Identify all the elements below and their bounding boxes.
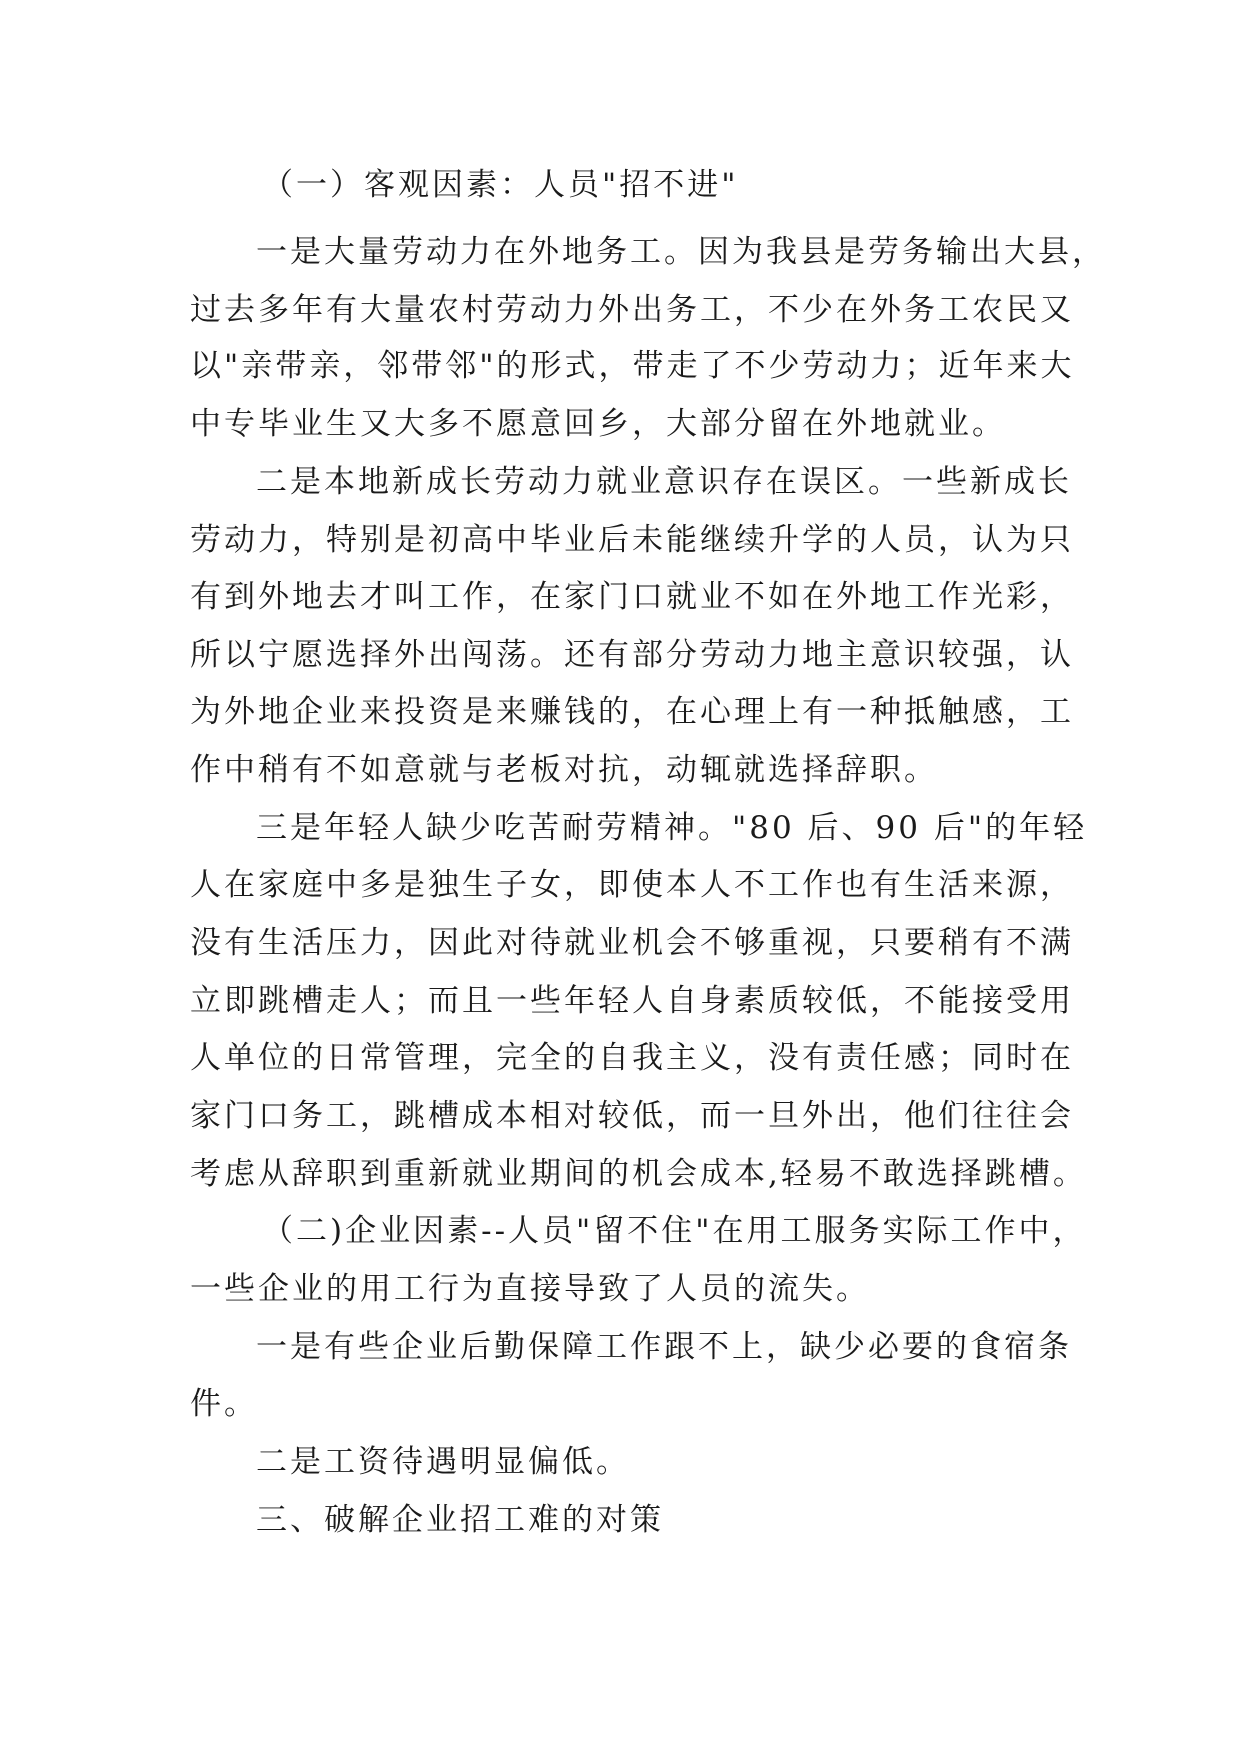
- paragraph-line: 过去多年有大量农村劳动力外出务工，不少在外务工农民又: [190, 292, 1074, 328]
- paragraph-line: 中专毕业生又大多不愿意回乡，大部分留在外地就业。: [190, 406, 1006, 442]
- paragraph-line: 人在家庭中多是独生子女，即使本人不工作也有生活来源，: [190, 867, 1074, 903]
- paragraph-line: 有到外地去才叫工作，在家门口就业不如在外地工作光彩，: [190, 579, 1074, 615]
- paragraph-line: 二是本地新成长劳动力就业意识存在误区。一些新成长: [256, 464, 1072, 500]
- paragraph-line: 立即跳槽走人；而且一些年轻人自身素质较低，不能接受用: [190, 983, 1074, 1019]
- section-heading-enterprise-factors: （二)企业因素--人员"留不住"在用工服务实际工作中，: [262, 1213, 1087, 1249]
- paragraph-line: 作中稍有不如意就与老板对抗，动辄就选择辞职。: [190, 752, 938, 788]
- paragraph-line: 没有生活压力，因此对待就业机会不够重视，只要稍有不满: [190, 925, 1074, 961]
- paragraph-line: 家门口务工，跳槽成本相对较低，而一旦外出，他们往往会: [190, 1098, 1074, 1134]
- paragraph-line: 一些企业的用工行为直接导致了人员的流失。: [190, 1271, 870, 1307]
- paragraph-line: 所以宁愿选择外出闯荡。还有部分劳动力地主意识较强，认: [190, 637, 1074, 673]
- paragraph-line: 件。: [190, 1386, 258, 1422]
- paragraph-line: 三是年轻人缺少吃苦耐劳精神。"80 后、90 后"的年轻: [256, 810, 1088, 846]
- paragraph-line: 考虑从辞职到重新就业期间的机会成本,轻易不敢选择跳槽。: [190, 1156, 1087, 1192]
- paragraph-line: 一是有些企业后勤保障工作跟不上，缺少必要的食宿条: [256, 1329, 1072, 1365]
- section-heading-objective-factors: （一）客观因素：人员"招不进": [262, 167, 739, 203]
- paragraph-line: 以"亲带亲，邻带邻"的形式，带走了不少劳动力；近年来大: [190, 348, 1075, 384]
- paragraph-line: 为外地企业来投资是来赚钱的，在心理上有一种抵触感，工: [190, 694, 1074, 730]
- section-heading-countermeasures: 三、破解企业招工难的对策: [256, 1502, 664, 1538]
- paragraph-line: 一是大量劳动力在外地务工。因为我县是劳务输出大县，: [256, 234, 1106, 270]
- paragraph-line: 人单位的日常管理，完全的自我主义，没有责任感；同时在: [190, 1040, 1074, 1076]
- paragraph-line: 二是工资待遇明显偏低。: [256, 1444, 630, 1480]
- paragraph-line: 劳动力，特别是初高中毕业后未能继续升学的人员，认为只: [190, 522, 1074, 558]
